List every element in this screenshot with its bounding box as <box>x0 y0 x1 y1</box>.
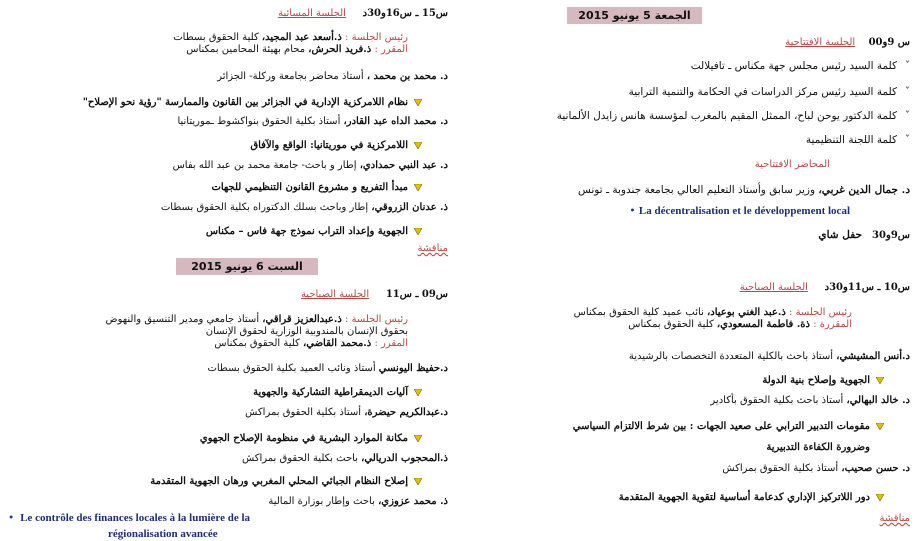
talk-speaker: د.عبدالكريم حيضرة، أستاذ بكلية الحقوق بمراكش <box>245 407 448 418</box>
morning-session-header: س10 ـ س11و30د الجلسة الصباحية <box>739 282 910 293</box>
saturday-session-header: س09 ـ س11 الجلسة الصباحية <box>300 289 448 300</box>
talk-topic: اللامركزية في موريتانيا: الواقع والآفاق <box>250 139 422 153</box>
saturday-chair-desc-continued: بحقوق الإنسان بالمندوبية الوزارية لحقوق الإنسان <box>205 326 408 337</box>
checkmark-bullet-icon: ˇ <box>905 111 910 122</box>
discussion-label: مناقشة <box>879 513 910 524</box>
talk-speaker: ذ. محمد عزوزي، باحث وإطار بوزارة المالية <box>268 496 448 507</box>
yellow-triangle-bullet-icon <box>876 494 884 501</box>
talk-speaker: د. خالد البهالي، أستاذ باحث بكلية الحقوق بأكادير <box>710 395 910 406</box>
talk-speaker: د.حفيظ اليونسي أستاذ ونائب العميد بكلية الحقوق بسطات <box>207 363 448 374</box>
afternoon-chair: رئيس الجلسة : ذ.أسعد عبد المجيد، كلية الحقوق بسطات <box>173 32 408 43</box>
saturday-banner: السبت 6 يونيو 2015 <box>176 258 318 275</box>
talk-speaker: د. محمد الداه عبد القادر، أستاذ بكلية الحقوق بنواكشوط ـموريتانيا <box>177 116 448 127</box>
yellow-triangle-bullet-icon <box>414 142 422 149</box>
talk-speaker: د. عبد النبي حمدادي، إطار و باحث- جامعة محمد بن عبد الله بفاس <box>172 160 448 171</box>
opening-lecture-topic: La décentralisation et le développement local • <box>629 205 850 217</box>
left-column <box>8 0 448 540</box>
checkmark-bullet-icon: ˇ <box>905 135 910 146</box>
friday-banner: الجمعة 5 يونيو 2015 <box>567 7 702 24</box>
morning-chair: رئيس الجلسة : ذ.عبد الغني بوعياد، نائب عميد كلية الحقوق بمكناس <box>573 307 852 318</box>
checkmark-bullet-icon: ˇ <box>905 61 910 72</box>
yellow-triangle-bullet-icon <box>876 423 884 430</box>
yellow-triangle-bullet-icon <box>414 435 422 442</box>
opening-session-header <box>785 35 910 50</box>
opening-word-2: ˇكلمة السيد رئيس مركز الدراسات في الحكامة والتنمية الترابية <box>628 86 910 98</box>
talk-topic: نظام اللامركزية الإدارية في الجزائر بين القانون والممارسة "رؤية نحو الإصلاح" <box>83 96 422 110</box>
talk-speaker: ذ.المحجوب الدريالي، باحث بكلية الحقوق بمراكش <box>241 453 448 464</box>
morning-rapporteur: المقررة : ذة. فاطمة المسعودي، كلية الحقوق بمكناس <box>628 319 852 330</box>
talk-speaker: د.أنس المشيشي، أستاذ باحث بالكلية المتعددة التخصصات بالرشيدية <box>628 351 910 362</box>
yellow-triangle-bullet-icon <box>414 99 422 106</box>
talk-topic: دور اللاتركيز الإداري كدعامة أساسية لتقوية الجهوية المتقدمة <box>619 491 884 505</box>
afternoon-rapporteur: المقرر : ذ.فريد الحرش، محام بهيئة المحامين بمكناس <box>186 44 408 55</box>
yellow-triangle-bullet-icon <box>414 478 422 485</box>
yellow-triangle-bullet-icon <box>414 228 422 235</box>
talk-topic: مبدأ التفريع و مشروع القانون التنظيمي للجهات <box>211 181 422 195</box>
bullet-icon: • <box>629 205 636 217</box>
opening-word-4: ˇكلمة اللجنة التنظيمية <box>805 134 910 146</box>
talk-topic: إصلاح النظام الجبائي المحلي المغربي ورهان الجهوية المتقدمة <box>150 475 422 489</box>
tea-break: س9و30 حفل شاي <box>818 229 910 241</box>
afternoon-session-header: س15 ـ س16و30د الجلسة المسائية <box>278 8 448 19</box>
talk-topic: آليات الديمقراطية التشاركية والجهوية <box>253 386 422 400</box>
yellow-triangle-bullet-icon <box>414 184 422 191</box>
opening-word-1: ˇكلمة السيد رئيس مجلس جهة مكناس ـ تافيلالت <box>690 60 910 72</box>
talk-topic-continuation: وضرورة الكفاءة التدبيرية <box>766 442 870 453</box>
talk-topic: الجهوية وإصلاح بنية الدولة <box>762 374 884 388</box>
talk-speaker: ذ. عدنان الزروقي، إطار وباحث بسلك الدكتوراه بكلية الحقوق بسطات <box>160 202 448 213</box>
talk-speaker: د. حسن صحيب، أستاذ بكلية الحقوق بمراكش <box>722 463 910 474</box>
discussion-label: مناقشة <box>417 243 448 254</box>
french-talk-topic: • Le contrôle des finances locales à la lumière de la <box>8 512 251 524</box>
yellow-triangle-bullet-icon <box>414 389 422 396</box>
opening-time: س 9و00 <box>868 37 910 48</box>
opening-word-3: ˇكلمة الدكتور يوحن لباح، الممثل المقيم بالمغرب لمؤسسة هانس زايدل الألمانية <box>556 110 910 122</box>
talk-speaker: د. محمد بن محمد ، أستاذ محاضر بجامعة وركلة- الجزائر <box>217 71 448 82</box>
opening-lecturer: د. جمال الدين غربي، وزير سابق وأستاذ التعليم العالي بجامعة جندوبة ـ تونس <box>577 184 910 196</box>
opening-lecture-title: المحاضر الافتتاحية <box>754 159 830 170</box>
right-column <box>462 0 910 536</box>
saturday-rapporteur: المقرر : ذ.محمد القاضي، كلية الحقوق بمكناس <box>214 338 408 349</box>
bullet-icon: • <box>8 512 15 524</box>
checkmark-bullet-icon: ˇ <box>905 87 910 98</box>
opening-session-title: الجلسة الافتتاحية <box>785 37 856 48</box>
talk-topic: الجهوية وإعداد التراب نموذج جهة فاس – مكناس <box>206 225 422 239</box>
french-talk-topic-continued: régionalisation avancée <box>108 528 218 540</box>
talk-topic: مقومات التدبير الترابي على صعيد الجهات : بين شرط الالتزام السياسي <box>573 420 884 434</box>
saturday-chair: رئيس الجلسة : ذ.عبدالعزيز قراقي، أستاذ جامعي ومدير التنسيق والنهوض <box>105 314 408 325</box>
yellow-triangle-bullet-icon <box>876 377 884 384</box>
talk-topic: مكانة الموارد البشرية في منظومة الإصلاح الجهوي <box>200 432 422 446</box>
